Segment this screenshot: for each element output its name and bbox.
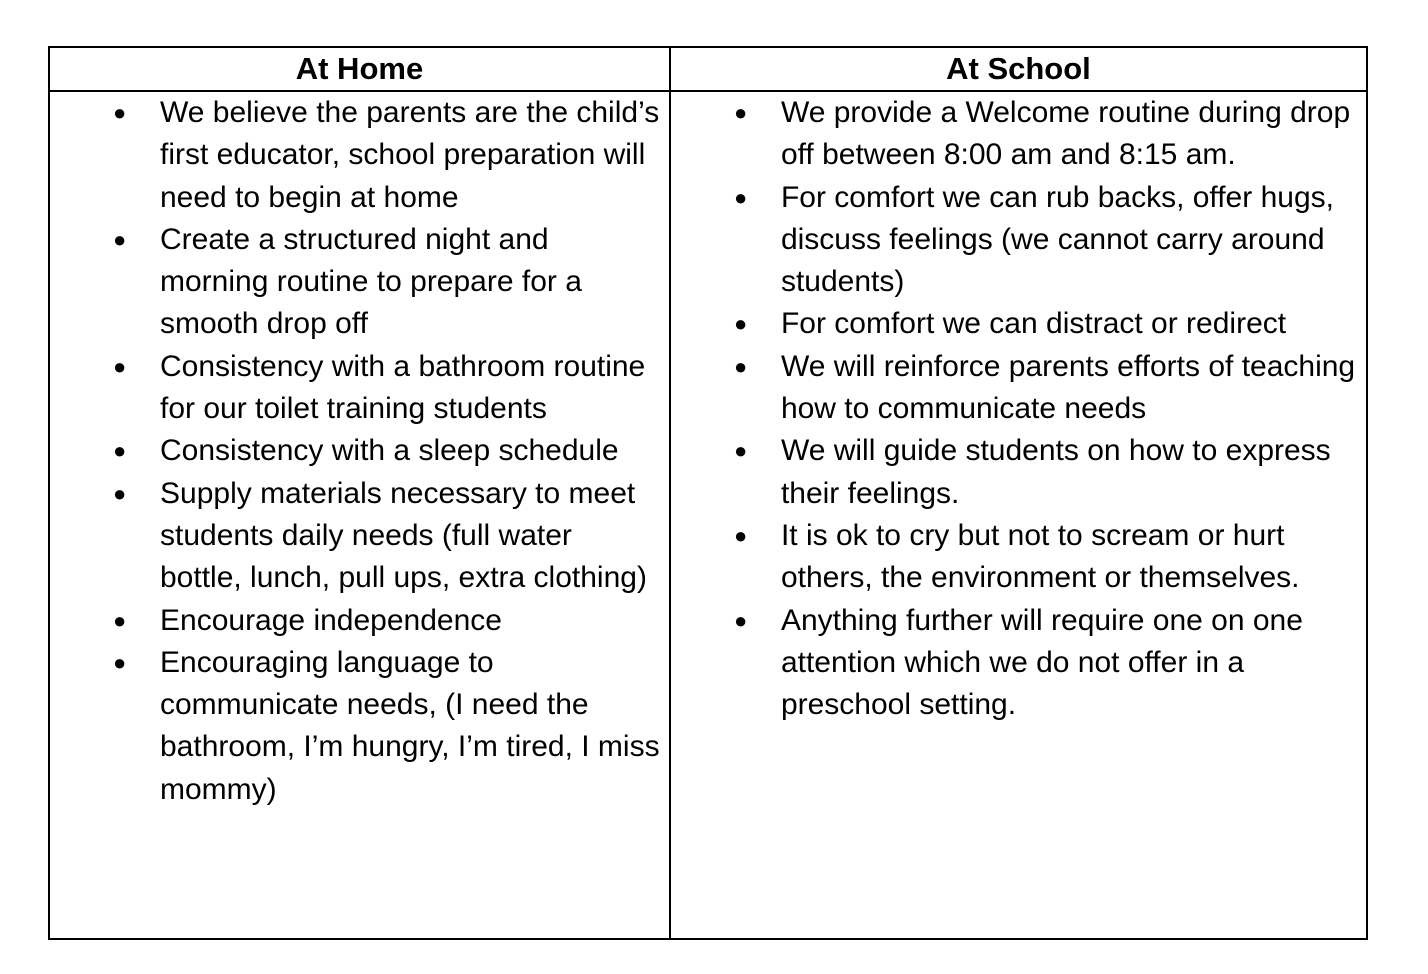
bullet-icon: ● bbox=[113, 480, 127, 506]
bullet-icon: ● bbox=[113, 607, 127, 633]
list-item-text: For comfort we can rub backs, offer hugs, discuss feelings (we cannot carry around students) bbox=[780, 180, 1334, 299]
bullet-icon: ● bbox=[733, 353, 748, 379]
bullet-icon: ● bbox=[113, 438, 127, 464]
home-school-table bbox=[48, 46, 1368, 940]
bullet-icon: ● bbox=[113, 226, 127, 252]
table-header-row bbox=[49, 47, 1367, 91]
list-item-text: Consistency with a sleep schedule bbox=[160, 434, 619, 468]
list-item-text: Encouraging language to communicate needs, (I need the bathroom, I’m hungry, I’m tired, I miss mommy) bbox=[160, 645, 660, 806]
at-home-cell bbox=[49, 91, 670, 939]
list-item bbox=[50, 346, 669, 431]
at-school-cell bbox=[670, 91, 1367, 939]
table-body-row bbox=[49, 91, 1367, 939]
list-item bbox=[50, 219, 669, 346]
bullet-icon: ● bbox=[733, 438, 748, 464]
list-item bbox=[671, 303, 1366, 345]
list-item-text: For comfort we can distract or redirect bbox=[780, 307, 1287, 341]
list-item-text: Create a structured night and morning routine to prepare for a smooth drop off bbox=[160, 222, 582, 341]
list-item bbox=[671, 177, 1366, 304]
list-item bbox=[50, 430, 669, 472]
bullet-icon: ● bbox=[733, 100, 748, 125]
list-item-text: Encourage independence bbox=[160, 603, 502, 637]
at-school-list bbox=[671, 92, 1366, 726]
list-item bbox=[671, 600, 1366, 727]
at-home-list bbox=[50, 92, 669, 811]
list-item-text: We provide a Welcome routine during drop off between 8:00 am and 8:15 am. bbox=[780, 96, 1351, 172]
list-item-text: Consistency with a bathroom routine for our toilet training students bbox=[160, 349, 646, 426]
bullet-icon: ● bbox=[113, 100, 127, 125]
list-item bbox=[671, 430, 1366, 515]
bullet-icon: ● bbox=[733, 607, 748, 633]
list-item-text: It is ok to cry but not to scream or hurt others, the environment or themselves. bbox=[780, 518, 1300, 595]
bullet-icon: ● bbox=[733, 522, 748, 548]
header-at-home: At Home bbox=[49, 47, 670, 91]
list-item bbox=[50, 600, 669, 642]
list-item bbox=[50, 642, 669, 811]
header-at-school: At School bbox=[670, 47, 1367, 91]
bullet-icon: ● bbox=[113, 353, 127, 379]
list-item bbox=[50, 473, 669, 600]
list-item bbox=[50, 92, 669, 219]
bullet-icon: ● bbox=[733, 311, 748, 337]
list-item-text: We will reinforce parents efforts of teaching how to communicate needs bbox=[780, 349, 1356, 426]
list-item-text: We will guide students on how to express their feelings. bbox=[780, 434, 1331, 510]
list-item bbox=[671, 92, 1366, 177]
list-item-text: Supply materials necessary to meet students daily needs (full water bottle, lunch, pull ups, extra clothing) bbox=[160, 476, 647, 595]
list-item-text: We believe the parents are the child’s first educator, school preparation will need to begin at home bbox=[160, 96, 660, 214]
list-item-text: Anything further will require one on one attention which we do not offer in a preschool setting. bbox=[780, 603, 1303, 722]
bullet-icon: ● bbox=[733, 184, 748, 210]
list-item bbox=[671, 515, 1366, 600]
bullet-icon: ● bbox=[113, 649, 127, 675]
list-item bbox=[671, 346, 1366, 431]
